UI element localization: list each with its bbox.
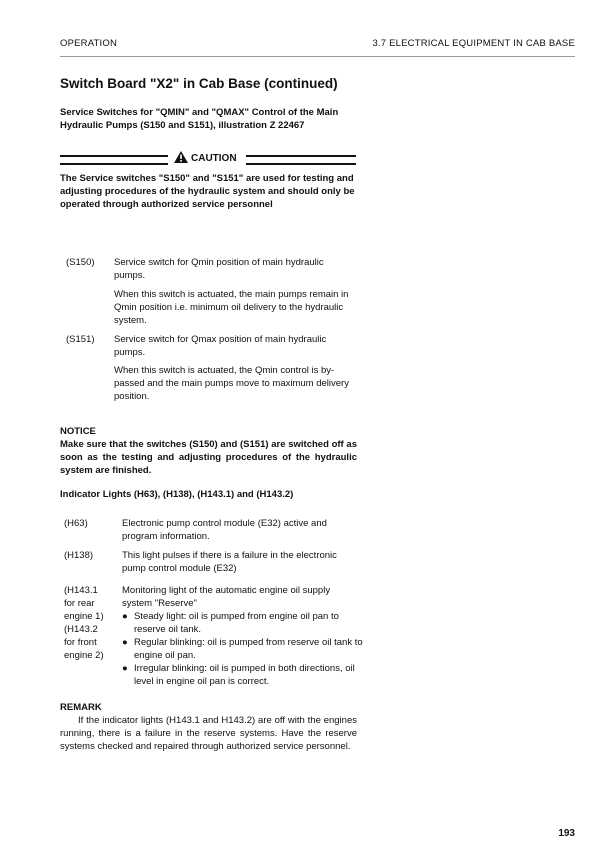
- caution-rule-right: [246, 155, 356, 165]
- switch-detail: When this switch is actuated, the main pumps remain in Qmin position i.e. minimum oil delivery to the hydraulic system.: [114, 289, 349, 326]
- section-subtitle: Service Switches for "QMIN" and "QMAX" Control of the Main Hydraulic Pumps (S150 and S151), illustration Z 22467: [60, 107, 339, 131]
- remark-heading: REMARK: [60, 702, 102, 713]
- bullet-icon: ●: [122, 611, 128, 622]
- notice-text: Make sure that the switches (S150) and (S151) are switched off as soon as the testing and adjusting procedures of the hydraulic system are finished.: [60, 439, 357, 476]
- switch-description: Service switch for Qmin position of main hydraulic pumps.: [114, 257, 324, 281]
- list-item: [122, 662, 372, 688]
- page-number: 193: [558, 828, 575, 839]
- caution-banner: [60, 151, 356, 165]
- indicator-code-line: (H143.2: [64, 624, 98, 635]
- indicator-description: This light pulses if there is a failure in the electronic pump control module (E32): [122, 550, 337, 574]
- warning-triangle-icon: [174, 151, 188, 163]
- caution-rule-left: [60, 155, 168, 165]
- indicator-code: (H138): [64, 550, 94, 561]
- list-item: [122, 610, 372, 636]
- bullet-text: Regular blinking: oil is pumped from reserve oil tank to engine oil pan.: [134, 637, 363, 661]
- indicator-code-line: (H143.1: [64, 585, 98, 596]
- indicator-lights-heading: Indicator Lights (H63), (H138), (H143.1) and (H143.2): [60, 489, 294, 500]
- indicator-code-line: engine 2): [64, 650, 104, 661]
- bullet-text: Irregular blinking: oil is pumped in both directions, oil level in engine oil pan is correct.: [134, 663, 355, 687]
- caution-label: CAUTION: [191, 153, 237, 164]
- indicator-code-line: engine 1): [64, 611, 104, 622]
- header-divider: [60, 56, 575, 57]
- bullet-text: Steady light: oil is pumped from engine oil pan to reserve oil tank.: [134, 611, 339, 635]
- switch-code: (S151): [66, 334, 95, 345]
- remark-text: If the indicator lights (H143.1 and H143.2) are off with the engines running, there is a failure in the reserve systems. Have the reserve systems checked and repaired through authorized service personnel.: [60, 715, 357, 752]
- indicator-code-block: [64, 584, 116, 662]
- running-header-right: 3.7 ELECTRICAL EQUIPMENT IN CAB BASE: [372, 38, 575, 49]
- indicator-description: Electronic pump control module (E32) active and program information.: [122, 518, 327, 542]
- notice-heading: NOTICE: [60, 426, 96, 437]
- indicator-description: Monitoring light of the automatic engine oil supply system "Reserve": [122, 585, 331, 609]
- bullet-icon: ●: [122, 637, 128, 648]
- switch-detail: When this switch is actuated, the Qmin control is by-passed and the main pumps move to maximum delivery position.: [114, 365, 349, 402]
- indicator-code-line: for front: [64, 637, 97, 648]
- switch-code: (S150): [66, 257, 95, 268]
- list-item: [122, 636, 372, 662]
- running-header-left: OPERATION: [60, 38, 118, 49]
- indicator-code: (H63): [64, 518, 88, 529]
- indicator-code-line: for rear: [64, 598, 95, 609]
- caution-text: The Service switches "S150" and "S151" are used for testing and adjusting procedures of the hydraulic system and should only be operated through authorized service personnel: [60, 173, 355, 210]
- bullet-icon: ●: [122, 663, 128, 674]
- switch-description: Service switch for Qmax position of main hydraulic pumps.: [114, 334, 327, 358]
- section-title: Switch Board "X2" in Cab Base (continued): [60, 76, 338, 91]
- caution-label-wrap: [174, 151, 237, 164]
- indicator-bullet-list: [122, 610, 372, 688]
